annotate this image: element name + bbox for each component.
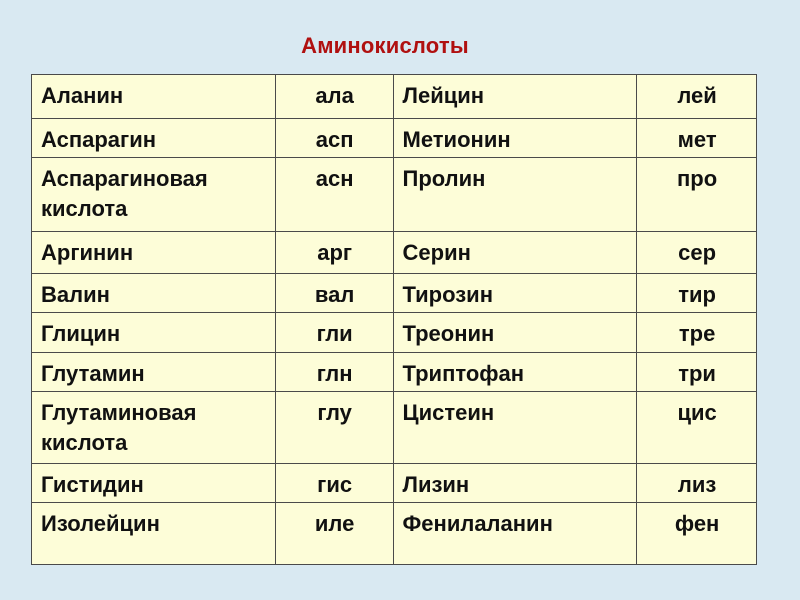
amino-acid-table (31, 74, 757, 565)
amino-acid-name: Глутамин (32, 353, 276, 392)
table-row (32, 353, 757, 392)
amino-acid-abbreviation: тре (637, 313, 757, 353)
amino-acid-abbreviation: глн (275, 353, 393, 392)
amino-acid-abbreviation: ала (275, 75, 393, 119)
amino-acid-abbreviation: мет (637, 119, 757, 158)
amino-acid-name: Лизин (393, 464, 637, 503)
amino-acid-name: Гистидин (32, 464, 276, 503)
amino-acid-abbreviation: лей (637, 75, 757, 119)
table-row (32, 232, 757, 274)
amino-acid-name: Аланин (32, 75, 276, 119)
amino-acid-name: Изолейцин (32, 503, 276, 565)
amino-acid-abbreviation: сер (637, 232, 757, 274)
amino-acid-abbreviation: лиз (637, 464, 757, 503)
amino-acid-abbreviation: глу (275, 392, 393, 464)
amino-acid-abbreviation: вал (275, 274, 393, 313)
amino-acid-abbreviation: про (637, 158, 757, 232)
amino-acid-abbreviation: тир (637, 274, 757, 313)
table-row (32, 158, 757, 232)
table-row (32, 503, 757, 565)
amino-acid-abbreviation: фен (637, 503, 757, 565)
amino-acid-name: Валин (32, 274, 276, 313)
table-row (32, 75, 757, 119)
table-row (32, 392, 757, 464)
amino-acid-name: Глицин (32, 313, 276, 353)
amino-acid-abbreviation: гли (275, 313, 393, 353)
table-row (32, 274, 757, 313)
amino-acid-name: Треонин (393, 313, 637, 353)
table-row (32, 313, 757, 353)
amino-acid-abbreviation: гис (275, 464, 393, 503)
amino-acid-name: Цистеин (393, 392, 637, 464)
amino-acid-name: Лейцин (393, 75, 637, 119)
amino-acid-abbreviation: арг (275, 232, 393, 274)
amino-acid-name: Пролин (393, 158, 637, 232)
amino-acid-abbreviation: иле (275, 503, 393, 565)
table-body (32, 75, 757, 565)
amino-acid-name: Глутаминовая кислота (32, 392, 276, 464)
amino-acid-name: Фенилаланин (393, 503, 637, 565)
amino-acid-abbreviation: цис (637, 392, 757, 464)
amino-acid-name: Метионин (393, 119, 637, 158)
table-row (32, 119, 757, 158)
page-title: Аминокислоты (301, 33, 469, 58)
table-row (32, 464, 757, 503)
amino-acid-abbreviation: асп (275, 119, 393, 158)
amino-acid-name: Аспарагин (32, 119, 276, 158)
amino-acid-name: Триптофан (393, 353, 637, 392)
amino-acid-name: Аргинин (32, 232, 276, 274)
amino-acid-name: Аспарагиновая кислота (32, 158, 276, 232)
amino-acid-name: Тирозин (393, 274, 637, 313)
amino-acid-abbreviation: асн (275, 158, 393, 232)
amino-acid-abbreviation: три (637, 353, 757, 392)
amino-acid-name: Серин (393, 232, 637, 274)
